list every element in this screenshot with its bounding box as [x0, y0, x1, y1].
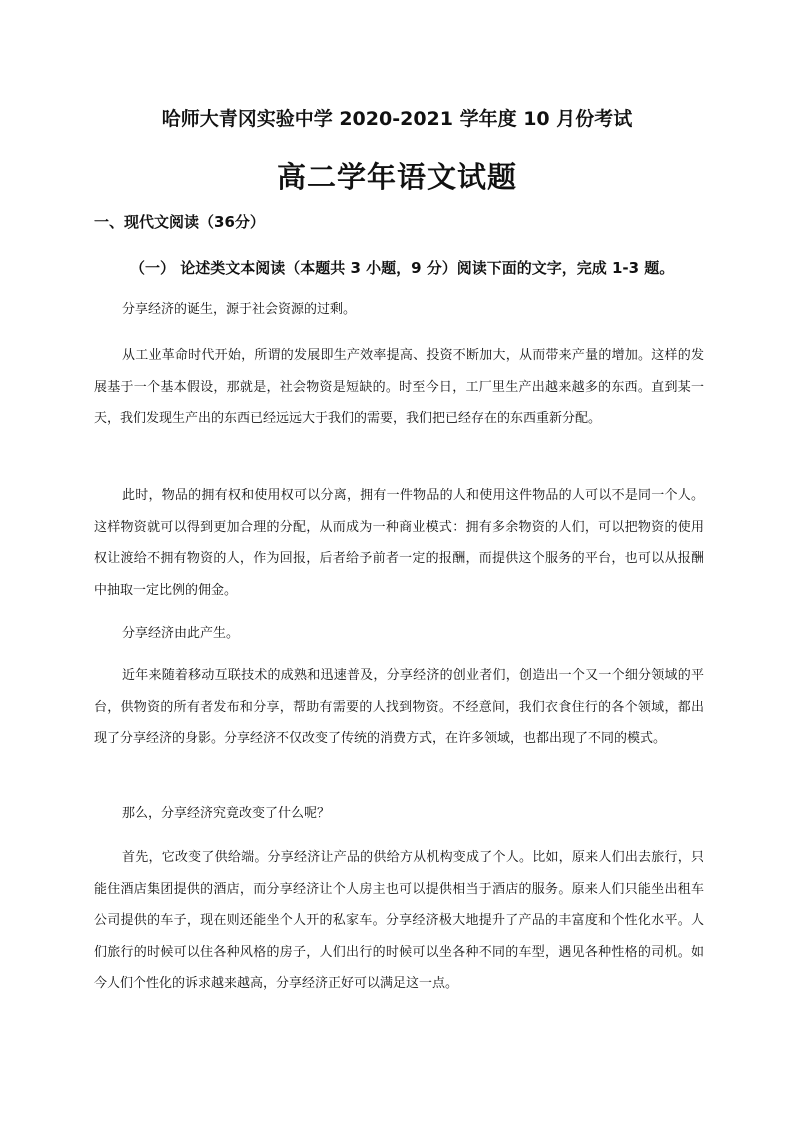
paragraph-2: 从工业革命时代开始，所谓的发展即生产效率提高、投资不断加大，从而带来产量的增加。这样的发展基于一个基本假设，那就是，社会物资是短缺的。时至今日，工厂里生产出越来越多的东西。直到某一天，我们发现生产出的东西已经远远大于我们的需要，我们把已经存在的东西重新分配。 — [94, 348, 704, 426]
paragraph-1: 分享经济的诞生，源于社会资源的过剩。 — [122, 302, 357, 317]
paragraph-5: 近年来随着移动互联技术的成熟和迅速普及，分享经济的创业者们，创造出一个又一个细分领域的平台，供物资的所有者发布和分享，帮助有需要的人找到物资。不经意间，我们衣食住行的各个领域，都出现了分享经济的身影。分享经济不仅改变了传统的消费方式，在许多领域，也都出现了不同的模式。 — [94, 668, 704, 746]
section-heading: 一、现代文阅读（36分） — [94, 213, 265, 231]
paragraph-3: 此时，物品的拥有权和使用权可以分离，拥有一件物品的人和使用这件物品的人可以不是同一个人。这样物资就可以得到更加合理的分配，从而成为一种商业模式：拥有多余物资的人们，可以把物资的使用权让渡给不拥有物资的人，作为回报，后者给予前者一定的报酬，而提供这个服务的平台，也可以从报酬中抽取一定比例的佣金。 — [94, 488, 704, 598]
paragraph-7: 首先，它改变了供给端。分享经济让产品的供给方从机构变成了个人。比如，原来人们出去旅行，只能住酒店集团提供的酒店，而分享经济让个人房主也可以提供相当于酒店的服务。原来人们只能坐出租车公司提供的车子，现在则还能坐个人开的私家车。分享经济极大地提升了产品的丰富度和个性化水平。人们旅行的时候可以住各种风格的房子，人们出行的时候可以坐各种不同的车型，遇见各种性格的司机。如今人们个性化的诉求越来越高，分享经济正好可以满足这一点。 — [94, 850, 704, 991]
subsection-heading: （一） 论述类文本阅读（本题共 3 小题，9 分）阅读下面的文字，完成 1-3 题。 — [130, 259, 675, 277]
paragraph-6: 那么，分享经济究竟改变了什么呢？ — [122, 806, 331, 821]
exam-title: 高二学年语文试题 — [276, 160, 517, 194]
paragraph-4: 分享经济由此产生。 — [122, 626, 240, 641]
exam-header: 哈师大青冈实验中学 2020-2021 学年度 10 月份考试 — [161, 108, 633, 130]
